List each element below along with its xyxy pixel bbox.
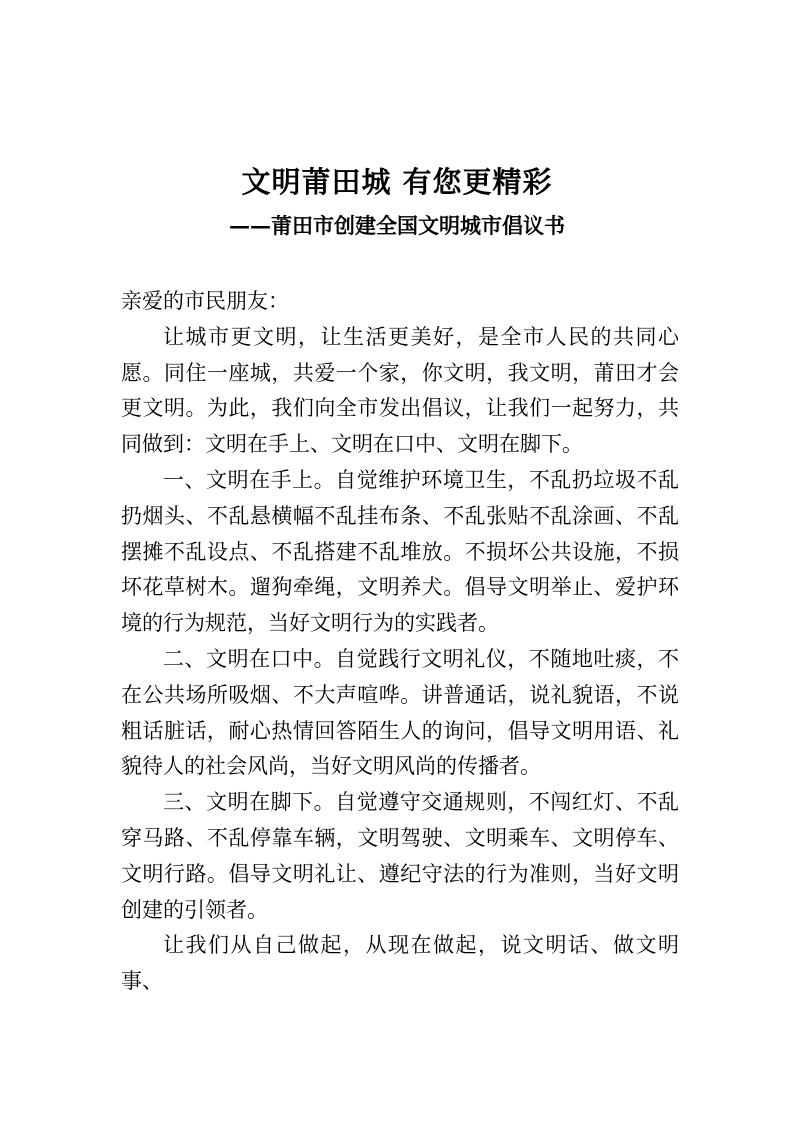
- paragraph-closing: 让我们从自己做起，从现在做起，说文明话、做文明事、: [121, 933, 679, 994]
- document-subtitle: ——莆田市创建全国文明城市倡议书: [229, 213, 565, 238]
- paragraph-speech: 二、文明在口中。自觉践行文明礼仪，不随地吐痰，不在公共场所吸烟、不大声喧哗。讲普通话，说礼貌语，不说粗话脏话，耐心热情回答陌生人的询问，倡导文明用语、礼貌待人的社会风尚，当好文明风尚的传播者。: [121, 646, 679, 779]
- paragraph-feet: 三、文明在脚下。自觉遵守交通规则，不闯红灯、不乱穿马路、不乱停靠车辆，文明驾驶、文明乘车、文明停车、 文明行路。倡导文明礼让、遵纪守法的行为准则，当好文明创建的引领者。: [121, 790, 679, 922]
- paragraph-intro: 让城市更文明，让生活更美好，是全市人民的共同心愿。同住一座城，共爱一个家，你文明，我文明，莆田才会更文明。为此，我们向全市发出倡议，让我们一起努力，共同做到：文明在手上、文明在口中、文明在脚下。: [121, 324, 679, 457]
- document-title: 文明莆田城 有您更精彩: [241, 165, 553, 199]
- salutation: 亲爱的市民朋友：: [121, 289, 289, 313]
- paragraph-hands: 一、文明在手上。自觉维护环境卫生，不乱扔垃圾不乱扔烟头、不乱悬横幅不乱挂布条、不乱张贴不乱涂画、不乱摆摊不乱设点、不乱搭建不乱堆放。不损坏公共设施，不损坏花草树木。遛狗牵绳，文明养犬。倡导文明举止、爱护环境的行为规范，当好文明行为的实践者。: [121, 467, 679, 636]
- document-body: [121, 284, 679, 1000]
